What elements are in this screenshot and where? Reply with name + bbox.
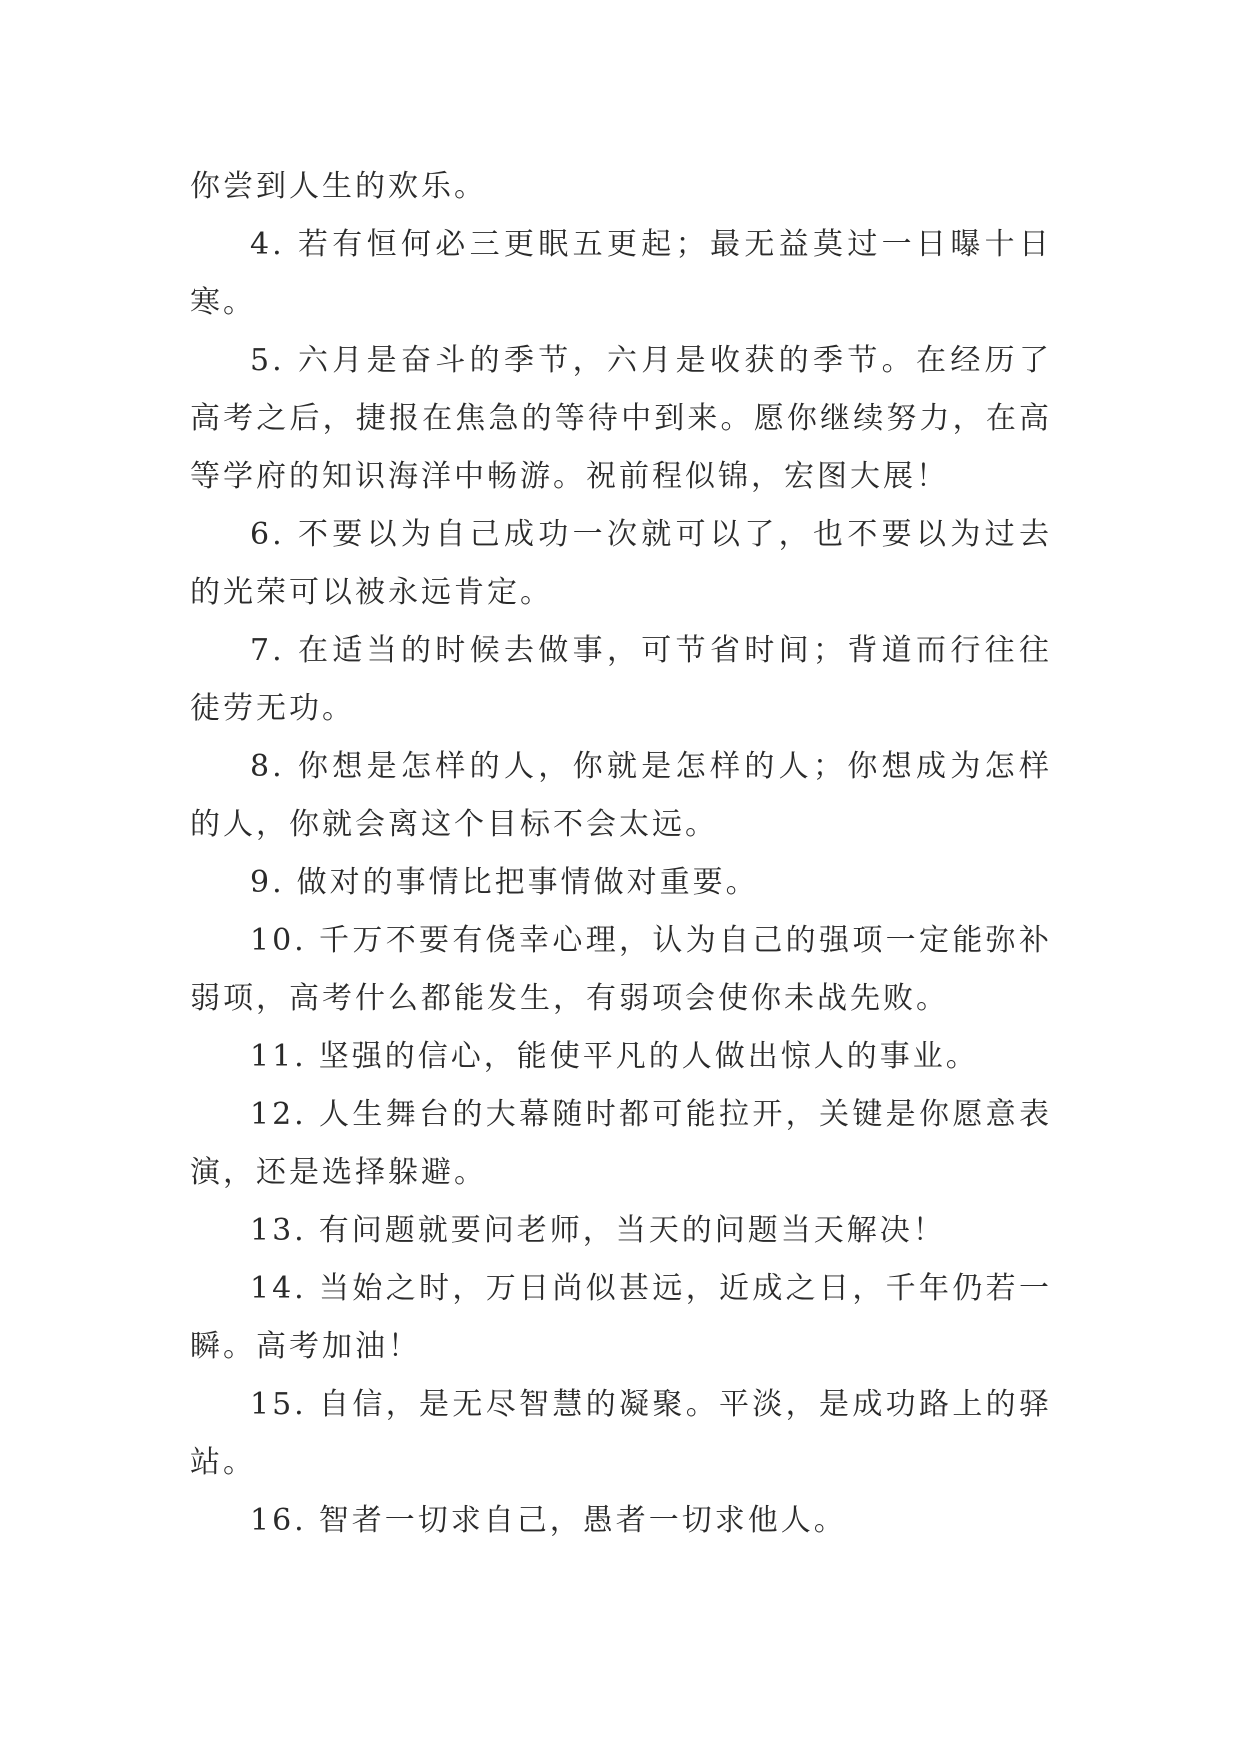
item-number: 13.	[250, 1213, 307, 1248]
item-number: 14.	[250, 1271, 307, 1306]
continuation-paragraph: 你尝到人生的欢乐。	[190, 169, 487, 204]
item-number: 15.	[250, 1387, 307, 1422]
item-number: 5.	[250, 343, 285, 378]
document-body	[190, 158, 1052, 1550]
list-item	[190, 912, 1052, 1028]
list-item	[190, 622, 1052, 738]
list-item	[190, 1202, 1052, 1260]
item-text: 人生舞台的大幕随时都可能拉开，关键是你愿意表演，还是选择躲避。	[190, 1097, 1052, 1190]
item-number: 4.	[250, 227, 285, 262]
item-text: 在适当的时候去做事，可节省时间；背道而行往往徒劳无功。	[190, 633, 1052, 726]
list-item	[190, 216, 1052, 332]
item-number: 7.	[250, 633, 285, 668]
item-text: 坚强的信心，能使平凡的人做出惊人的事业。	[318, 1039, 979, 1074]
item-text: 当始之时，万日尚似甚远，近成之日，千年仍若一瞬。高考加油！	[190, 1271, 1052, 1364]
item-text: 千万不要有侥幸心理，认为自己的强项一定能弥补弱项，高考什么都能发生，有弱项会使你未战先败。	[190, 923, 1052, 1016]
list-item	[190, 1028, 1052, 1086]
list-item	[190, 738, 1052, 854]
list-item	[190, 1086, 1052, 1202]
item-number: 10.	[250, 923, 307, 958]
item-number: 12.	[250, 1097, 307, 1132]
item-number: 11.	[250, 1039, 307, 1074]
item-number: 9.	[250, 865, 285, 900]
list-item	[190, 1492, 1052, 1550]
list-item	[190, 1260, 1052, 1376]
item-number: 16.	[250, 1503, 307, 1538]
item-number: 8.	[250, 749, 285, 784]
item-text: 六月是奋斗的季节，六月是收获的季节。在经历了高考之后，捷报在焦急的等待中到来。愿你继续努力，在高等学府的知识海洋中畅游。祝前程似锦，宏图大展！	[190, 343, 1052, 494]
item-text: 做对的事情比把事情做对重要。	[296, 865, 759, 900]
item-text: 不要以为自己成功一次就可以了，也不要以为过去的光荣可以被永远肯定。	[190, 517, 1052, 610]
item-text: 智者一切求自己，愚者一切求他人。	[318, 1503, 847, 1538]
list-item	[190, 506, 1052, 622]
list-item	[190, 1376, 1052, 1492]
list-item	[190, 332, 1052, 506]
item-text: 你想是怎样的人，你就是怎样的人；你想成为怎样的人，你就会离这个目标不会太远。	[190, 749, 1052, 842]
item-text: 自信，是无尽智慧的凝聚。平淡，是成功路上的驿站。	[190, 1387, 1052, 1480]
item-text: 有问题就要问老师，当天的问题当天解决！	[318, 1213, 946, 1248]
item-number: 6.	[250, 517, 285, 552]
item-text: 若有恒何必三更眠五更起；最无益莫过一日曝十日寒。	[190, 227, 1052, 320]
list-item	[190, 854, 1052, 912]
